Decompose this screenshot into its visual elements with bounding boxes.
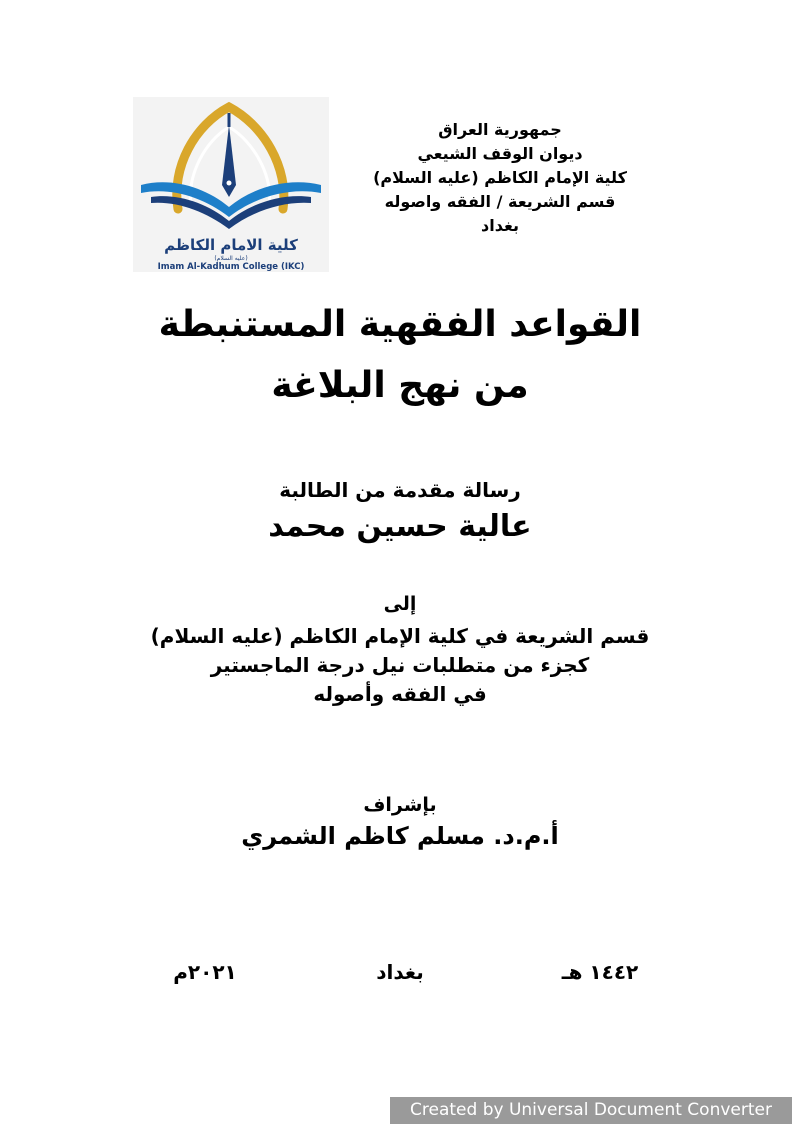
logo-english-name: Imam Al-Kadhum College (IKC): [157, 262, 305, 272]
thesis-title-line-1: القواعد الفقهية المستنبطة: [158, 304, 642, 345]
thesis-title-line-2: من نهج البلاغة: [271, 365, 529, 406]
header-line-endowment: ديوان الوقف الشيعي: [417, 144, 583, 163]
presented-by-label: رسالة مقدمة من الطالبة: [279, 478, 521, 502]
logo-arabic-sub: (عليه السلام): [214, 255, 248, 262]
college-logo-icon: [133, 97, 329, 272]
submission-line-requirement: كجزء من متطلبات نيل درجة الماجستير: [210, 653, 590, 677]
submission-line-field: في الفقه وأصوله: [313, 682, 487, 706]
header-line-department: قسم الشريعة / الفقه واصوله: [384, 192, 616, 211]
submitted-to-label: إلى: [383, 593, 417, 615]
submission-line-department: قسم الشريعة في كلية الإمام الكاظم (عليه السلام): [150, 624, 650, 648]
submission-details: [0, 622, 800, 709]
header-line-city: بغداد: [481, 216, 519, 235]
student-name: عالية حسين محمد: [268, 509, 532, 544]
supervision-label: بإشراف: [363, 794, 437, 816]
gregorian-year: ٢٠٢١م: [173, 960, 237, 984]
converter-watermark: Created by Universal Document Converter: [390, 1097, 792, 1124]
college-logo: [133, 97, 329, 272]
hijri-year: ١٤٤٢ هـ: [561, 960, 639, 984]
logo-arabic-name: كلية الامام الكاظم: [164, 236, 298, 254]
supervisor-name: أ.م.د. مسلم كاظم الشمري: [241, 822, 559, 850]
header-line-country: جمهورية العراق: [438, 120, 562, 139]
header-line-college: كلية الإمام الكاظم (عليه السلام): [373, 168, 627, 187]
institution-header: [330, 118, 670, 238]
footer-city: بغداد: [376, 960, 424, 984]
